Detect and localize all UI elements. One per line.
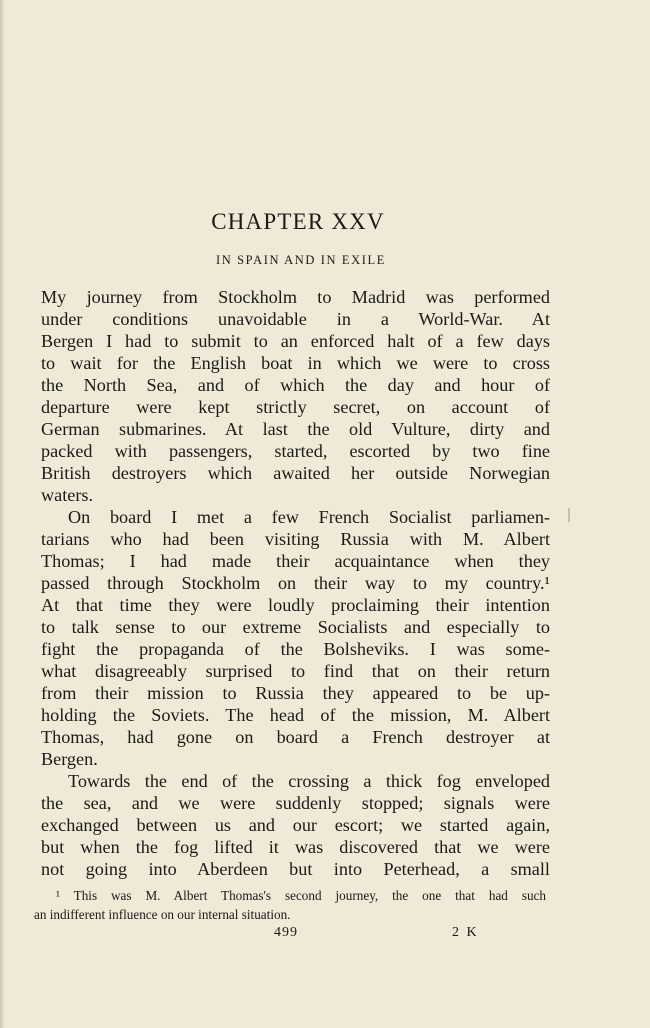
body-line: the sea, and we were suddenly stopped; signals were bbox=[41, 793, 550, 813]
footnote-line: an indifferent influence on our internal situation. bbox=[34, 907, 291, 922]
body-line: holding the Soviets. The head of the mission, M. Albert bbox=[41, 705, 550, 725]
body-line: At that time they were loudly proclaiming their intention bbox=[41, 595, 550, 615]
body-line: Towards the end of the crossing a thick fog enveloped bbox=[68, 771, 550, 791]
page-edge-shadow bbox=[0, 0, 5, 1028]
body-line: exchanged between us and our escort; we started again, bbox=[41, 815, 550, 835]
body-line: to talk sense to our extreme Socialists and especially to bbox=[41, 617, 550, 637]
body-line: My journey from Stockholm to Madrid was performed bbox=[41, 287, 550, 307]
page-number: 499 bbox=[274, 925, 298, 940]
body-line: fight the propaganda of the Bolsheviks. I was some- bbox=[41, 639, 550, 659]
body-line: the North Sea, and of which the day and hour of bbox=[41, 375, 550, 395]
body-text bbox=[41, 286, 550, 880]
body-line: what disagreeably surprised to find that on their return bbox=[41, 661, 550, 681]
footnote bbox=[34, 886, 546, 924]
body-line: passed through Stockholm on their way to my country.¹ bbox=[41, 573, 550, 593]
margin-mark bbox=[568, 508, 570, 522]
body-line: British destroyers which awaited her outside Norwegian bbox=[41, 463, 550, 483]
body-line: Bergen I had to submit to an enforced halt of a few days bbox=[41, 331, 550, 351]
body-line: but when the fog lifted it was discovered that we were bbox=[41, 837, 550, 857]
body-line: not going into Aberdeen but into Peterhead, a small bbox=[41, 859, 550, 879]
body-line: waters. bbox=[41, 485, 94, 505]
body-line: Bergen. bbox=[41, 749, 98, 769]
footnote-line: ¹ This was M. Albert Thomas's second journey, the one that had such bbox=[56, 888, 546, 903]
body-line: On board I met a few French Socialist parliamen- bbox=[68, 507, 550, 527]
body-line: packed with passengers, started, escorted by two fine bbox=[41, 441, 550, 461]
chapter-title: CHAPTER XXV bbox=[211, 209, 385, 234]
body-line: Thomas; I had made their acquaintance when they bbox=[41, 551, 550, 571]
body-line: under conditions unavoidable in a World-War. At bbox=[41, 309, 550, 329]
body-line: German submarines. At last the old Vulture, dirty and bbox=[41, 419, 550, 439]
body-line: tarians who had been visiting Russia with M. Albert bbox=[41, 529, 550, 549]
body-line: to wait for the English boat in which we were to cross bbox=[41, 353, 550, 373]
body-line: from their mission to Russia they appeared to be up- bbox=[41, 683, 550, 703]
body-line: departure were kept strictly secret, on account of bbox=[41, 397, 550, 417]
body-line: Thomas, had gone on board a French destroyer at bbox=[41, 727, 550, 747]
signature-mark: 2 K bbox=[452, 925, 479, 940]
chapter-subtitle: IN SPAIN AND IN EXILE bbox=[216, 253, 386, 267]
